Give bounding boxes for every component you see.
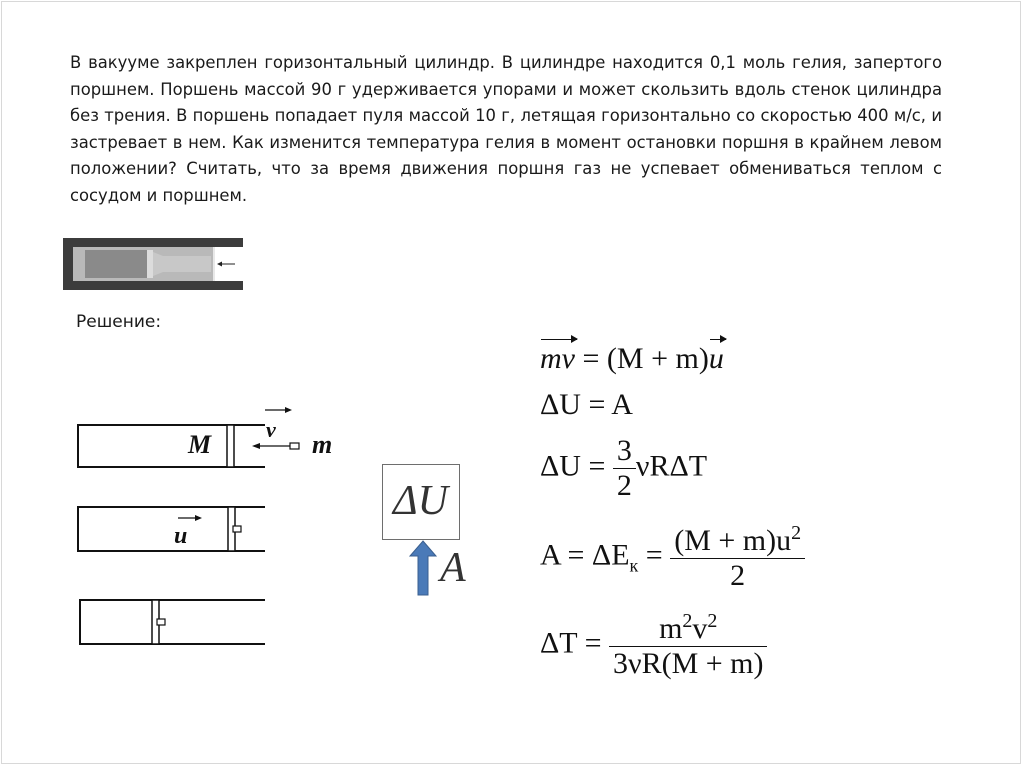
momentum-formula: mv = (M + m)u <box>540 342 724 375</box>
kinetic-energy-formula: $A = \Delta E_к$ = $\frac{(M + m)u^2}{2}$ <box>540 522 805 593</box>
cylinder-photo <box>63 238 243 290</box>
work-arrow <box>408 540 438 596</box>
internal-energy-formula: ΔU = $\frac{3}{2}$ νRΔT <box>540 434 708 502</box>
formulas <box>540 330 840 710</box>
du-label: ΔU <box>393 478 448 524</box>
diagram-moving <box>78 507 265 551</box>
problem-text: В вакууме закреплен горизонтальный цилиндр. В цилиндре находится 0,1 моль гелия, запертого поршнем. Поршень массой 90 г удерживается упорами и может скользить вдоль стенок цилиндра без трения. В поршень попадает пуля массой 10 г, летящая горизонтально со скоростью 400 м/с, и застревает в нем. Как изменится температура гелия в момент остановки поршня в крайнем левом положении? Считать, что за время движения поршня газ не успевает обмениваться теплом с сосудом и поршнем. <box>70 53 942 205</box>
work-label: A <box>440 545 466 591</box>
piston-diagrams <box>70 395 370 655</box>
internal-energy-box <box>382 464 460 540</box>
label-v: v <box>266 417 276 442</box>
diagram-final <box>80 600 265 644</box>
label-M: M <box>188 430 212 459</box>
solution-label: Решение: <box>76 312 162 332</box>
diagram-initial <box>78 407 332 467</box>
temperature-change-formula: ΔT = $\frac{m^2v^2}{3\nu R(M + m)}$ <box>540 610 767 681</box>
label-m: m <box>312 430 333 459</box>
label-u: u <box>174 523 188 549</box>
energy-work-formula: ΔU = A <box>540 388 633 421</box>
